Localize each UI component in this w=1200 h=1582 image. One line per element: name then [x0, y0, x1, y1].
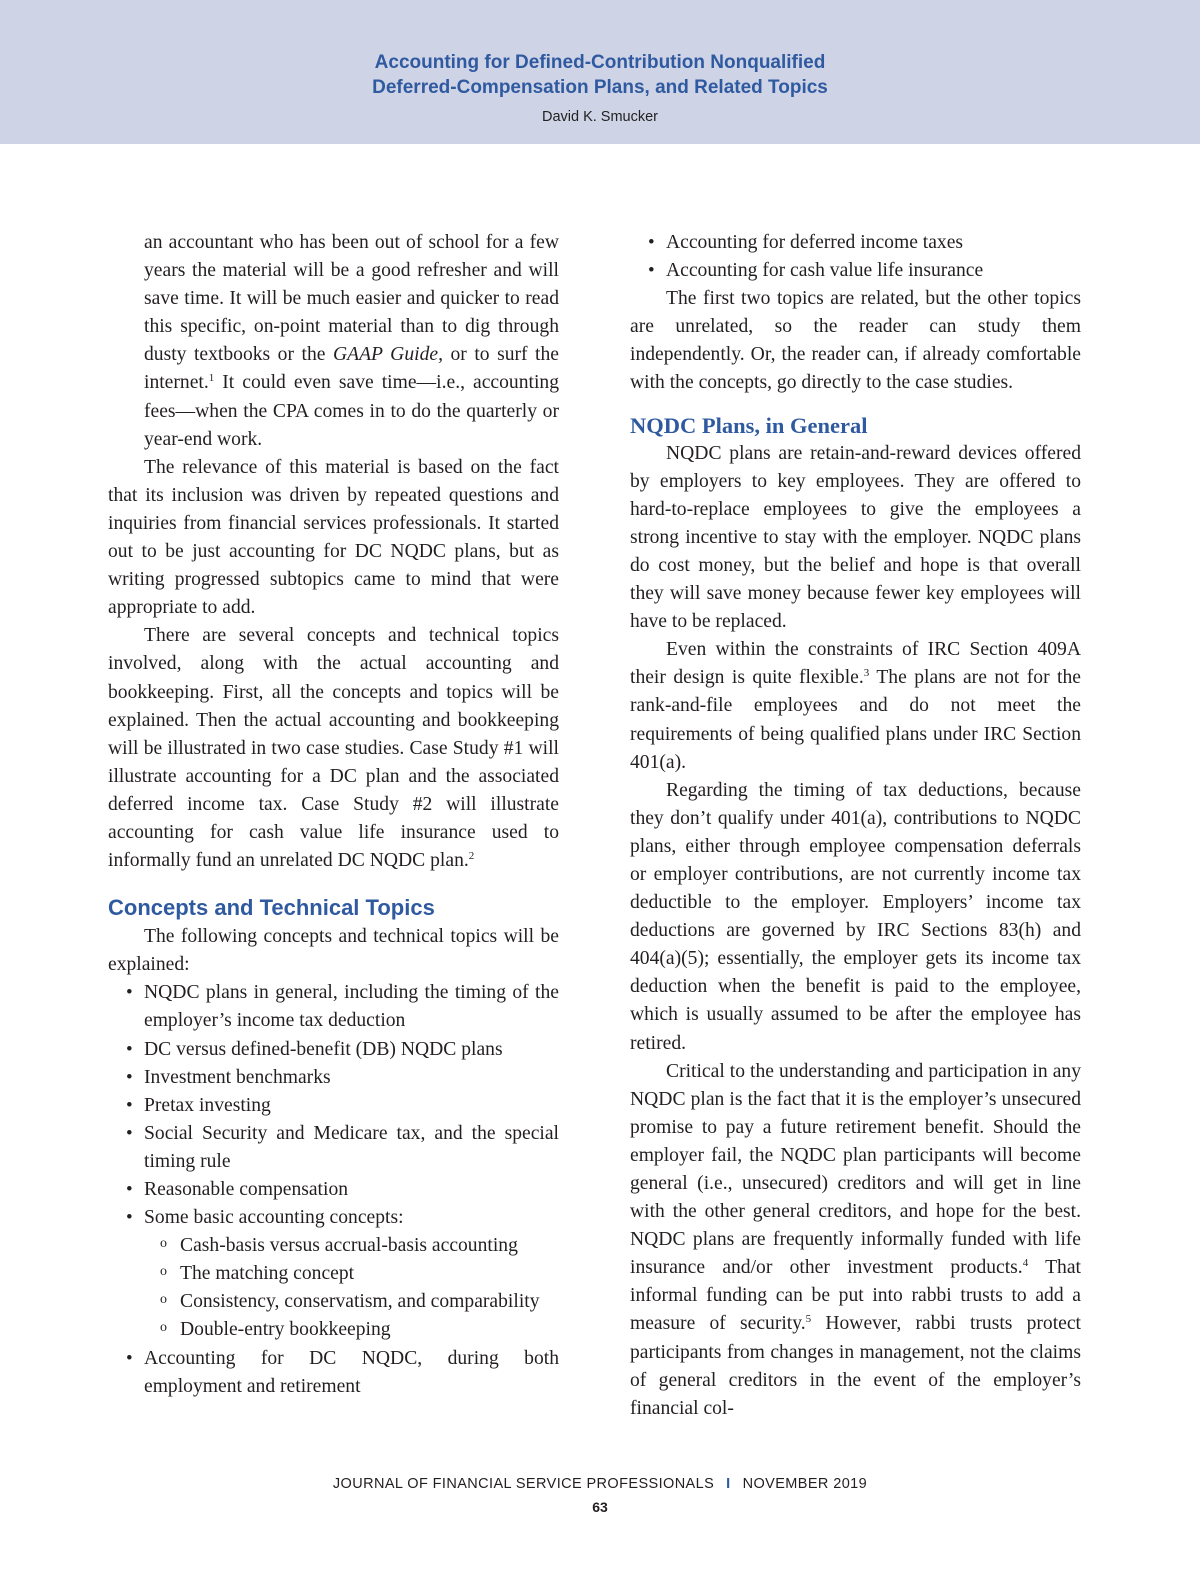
- hollow-bullet-icon: o: [160, 1320, 167, 1336]
- list-item: [108, 1064, 559, 1092]
- bullet-dot-icon: •: [126, 1347, 133, 1369]
- left-paragraph-4: The following concepts and technical topics will be explained:: [108, 926, 559, 976]
- list-item: [108, 1092, 559, 1120]
- bullet-dot-icon: •: [126, 1066, 133, 1088]
- footnote-ref-5: 5: [805, 1313, 812, 1326]
- right-paragraph-4: Regarding the timing of tax deductions, because they don’t qualify under 401(a), contributions to NQDC plans, either through employee compensation deferrals or employer contributions, are not currently income tax deductible to the employer. Employers’ income tax deductions are governed by IRC Sections 83(h) and 404(a)(5); essentially, the employer gets its income tax deduction when the benefit is paid to the employee, which is usually assumed to be after the employee has retired.: [630, 779, 1081, 1054]
- sub-list-item-text: The matching concept: [180, 1263, 355, 1285]
- left-paragraph-3: [108, 622, 559, 875]
- sub-list-item: [108, 1316, 559, 1344]
- left-p1-text-c: It could even save time—i.e., accounting fees—when the CPA comes in to do the quarterly or year-end work.: [144, 372, 559, 450]
- right-paragraph-1: The first two topics are related, but the other topics are unrelated, so the reader can study them independently. Or, the reader can, if already comfortable with the concepts, go directly to the case studies.: [630, 288, 1081, 394]
- bullet-dot-icon: •: [648, 232, 655, 253]
- left-column: [108, 229, 559, 1401]
- right-p5-text-a: Critical to the understanding and participation in any NQDC plan is the fact that it is the employer’s unsecured promise to pay a future retirement benefit. Should the employer fail, the NQDC plan participants will become general (i.e., unsecured) creditors and will get in line with the other general creditors, and hope for the best. NQDC plans are frequently informally funded with life insurance and/or other investment products.: [630, 1060, 1081, 1279]
- bullet-dot-icon: •: [648, 260, 655, 282]
- list-item-text: DC versus defined-benefit (DB) NQDC plans: [144, 1038, 503, 1060]
- left-p1-text-b: or to surf the internet.: [144, 344, 559, 394]
- bullet-dot-icon: •: [126, 1038, 133, 1060]
- list-item: [108, 979, 559, 1035]
- page-number: 63: [592, 1499, 608, 1515]
- issue-date: NOVEMBER 2019: [742, 1476, 868, 1492]
- right-p5-text-b: That informal funding can be put into rabbi trusts to add a measure of security.: [630, 1257, 1081, 1335]
- topics-bullet-list-continued: [108, 1345, 559, 1401]
- list-item-text: Reasonable compensation: [144, 1179, 349, 1200]
- footnote-ref-3: 3: [863, 667, 870, 680]
- bullet-dot-icon: •: [126, 1122, 133, 1144]
- list-item-text: Accounting for DC NQDC, during both employment and retirement: [144, 1347, 559, 1397]
- page-footer: [0, 1474, 1200, 1494]
- footnote-ref-2: 2: [468, 850, 475, 863]
- hollow-bullet-icon: o: [160, 1236, 167, 1252]
- section-heading-nqdc-plans: NQDC Plans, in General: [630, 412, 868, 438]
- list-item-text: Social Security and Medicare tax, and the special timing rule: [144, 1122, 559, 1172]
- sub-list-item-text: Cash-basis versus accrual-basis accounting: [180, 1235, 518, 1257]
- left-paragraph-1: [108, 229, 559, 454]
- article-title-line-1: Accounting for Defined-Contribution Nonqualified: [374, 52, 826, 73]
- bullet-dot-icon: •: [126, 1207, 133, 1229]
- list-item-text: NQDC plans in general, including the timing of the employer’s income tax deduction: [144, 982, 559, 1032]
- hollow-bullet-icon: o: [160, 1292, 167, 1308]
- footnote-ref-1: 1: [208, 372, 215, 385]
- list-item: [108, 1176, 559, 1204]
- list-item: [630, 257, 1081, 285]
- right-p5-text-c: However, rabbi trusts protect participants from changes in management, not the claims of general creditors in the event of the employer’s financial col-: [630, 1313, 1082, 1419]
- bullet-dot-icon: •: [126, 1179, 133, 1200]
- bullet-dot-icon: •: [126, 982, 133, 1004]
- list-item-text: Pretax investing: [144, 1094, 271, 1116]
- left-p1-italic-title: GAAP Guide,: [332, 344, 443, 366]
- list-item: [108, 1120, 559, 1176]
- topics-bullet-list: [108, 979, 559, 1232]
- list-item: [108, 1204, 559, 1232]
- right-column: [630, 229, 1081, 1423]
- accounting-concepts-sub-list: [108, 1232, 559, 1344]
- sub-list-item: [108, 1260, 559, 1288]
- left-paragraph-2: The relevance of this material is based on the fact that its inclusion was driven by repeated questions and inquiries from financial services professionals. It started out to be just accounting for DC NQDC plans, but as writing progressed subtopics came to mind that were appropriate to add.: [108, 456, 559, 619]
- article-title-line-2: Deferred-Compensation Plans, and Related Topics: [372, 77, 828, 98]
- right-bullet-list: [630, 229, 1081, 285]
- article-header-banner: [0, 0, 1200, 144]
- list-item-text: Investment benchmarks: [144, 1066, 331, 1088]
- list-item: [108, 1036, 559, 1064]
- list-item: [630, 229, 1081, 257]
- list-item-text: Some basic accounting concepts:: [144, 1207, 404, 1229]
- right-p3-text-b: The plans are not for the rank-and-file employees and do not meet the requirements of being qualified plans under IRC Section 401(a).: [630, 667, 1081, 773]
- sub-list-item: [108, 1232, 559, 1260]
- sub-list-item: [108, 1288, 559, 1316]
- journal-name: JOURNAL OF FINANCIAL SERVICE PROFESSIONALS: [332, 1476, 715, 1492]
- hollow-bullet-icon: o: [160, 1264, 167, 1280]
- right-paragraph-2: NQDC plans are retain-and-reward devices offered by employers to key employees. They are offered to hard-to-replace employees to give the employees a strong incentive to stay with the employer. NQDC plans do cost money, but the belief and hope is that overall they will save money because fewer key employees will have to be replaced.: [630, 442, 1081, 633]
- section-heading-concepts: Concepts and Technical Topics: [108, 895, 435, 921]
- right-paragraph-3: [630, 636, 1081, 776]
- right-paragraph-5: [630, 1058, 1081, 1423]
- right-p3-text-a: Even within the constraints of IRC Section 409A their design is quite flexible.: [630, 639, 1081, 689]
- sub-list-item-text: Consistency, conservatism, and comparability: [180, 1291, 540, 1313]
- article-author: David K. Smucker: [541, 109, 659, 125]
- left-p3-text: There are several concepts and technical topics involved, along with the actual accounting and bookkeeping. First, all the concepts and topics will be explained. Then the actual accounting and bookkeeping will be illustrated in two case studies. Case Study #1 will illustrate accounting for a DC plan and the associated deferred income tax. Case Study #2 will illustrate accounting for cash value life insurance used to informally fund an unrelated DC NQDC plan.: [108, 625, 559, 872]
- list-item-text: Accounting for deferred income taxes: [666, 232, 964, 253]
- bullet-dot-icon: •: [126, 1094, 133, 1116]
- footnote-ref-4: 4: [1022, 1257, 1029, 1270]
- list-item: [108, 1345, 559, 1401]
- left-p1-text-a: an accountant who has been out of school for a few years the material will be a good refresher and will save time. It will be much easier and quicker to read this specific, on-point material than to dig through dusty textbooks or the: [144, 232, 559, 366]
- list-item-text: Accounting for cash value life insurance: [666, 260, 984, 282]
- sub-list-item-text: Double-entry bookkeeping: [180, 1319, 391, 1341]
- footer-separator: I: [726, 1476, 731, 1492]
